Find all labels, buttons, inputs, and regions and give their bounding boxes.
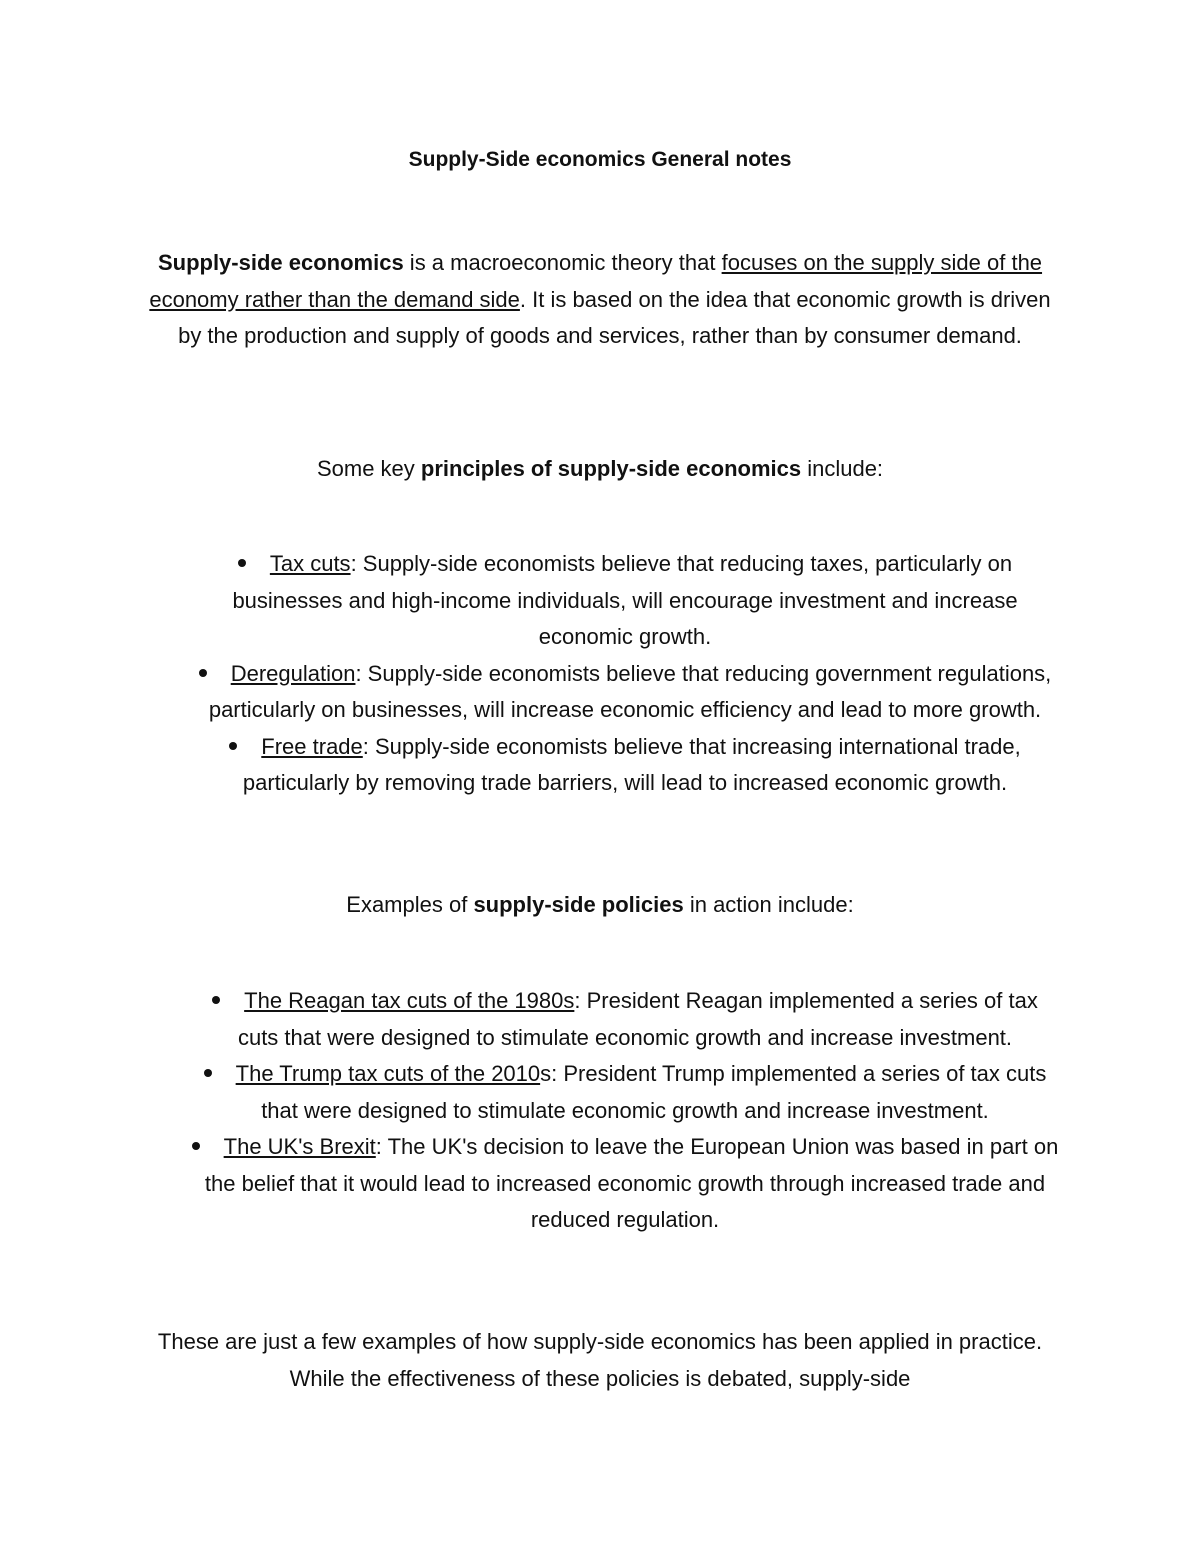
principle-text: : Supply-side economists believe that increasing international trade, particularly by removing trade barriers, will lead to increased economic growth.: [242, 733, 1021, 795]
example-text: : The UK's decision to leave the European Union was based in part on the belief that it would lead to increased economic growth through increased trade and reduced regulation.: [204, 1134, 1059, 1232]
principle-text: : Supply-side economists believe that reducing government regulations, particularly on businesses, will increase economic efficiency and lead to more growth.: [208, 660, 1052, 722]
examples-list: [150, 983, 1080, 1239]
example-term: The Trump tax cuts of the 2010: [235, 1061, 541, 1086]
examples-intro-bold: supply-side policies: [473, 892, 684, 917]
example-term: The Reagan tax cuts of the 1980s: [244, 988, 575, 1013]
principle-term: Free trade: [261, 733, 363, 759]
principles-intro-paragraph: [140, 451, 1060, 488]
principles-intro-text-2: include:: [801, 456, 884, 481]
list-item: [150, 1056, 1080, 1129]
bullet-icon: [204, 1069, 212, 1077]
list-item: [150, 546, 1080, 656]
intro-paragraph: [140, 245, 1060, 355]
intro-underlined-text: focuses on the supply side of the economy rather than the demand side: [149, 250, 1043, 312]
document-title: Supply-Side economics General notes: [408, 148, 792, 171]
principle-term: Tax cuts: [269, 551, 351, 576]
principle-text: : Supply-side economists believe that reducing taxes, particularly on businesses and high-income individuals, will encourage investment and increase economic growth.: [232, 551, 1018, 649]
example-text: s: President Trump implemented a series of tax cuts that were designed to stimulate economic growth and increase investment.: [261, 1061, 1047, 1123]
intro-bold-term: Supply-side economics: [157, 250, 404, 275]
principles-intro-text-1: Some key: [316, 456, 421, 481]
principles-list: [150, 546, 1080, 802]
bullet-icon: [238, 559, 246, 567]
example-text: : President Reagan implemented a series of tax cuts that were designed to stimulate economic growth and increase investment.: [237, 988, 1038, 1050]
bullet-icon: [199, 669, 207, 677]
principle-term: Deregulation: [230, 660, 356, 686]
examples-intro-text-2: in action include:: [683, 892, 854, 917]
bullet-icon: [192, 1142, 200, 1150]
list-item: [150, 656, 1080, 729]
list-item: [150, 1129, 1080, 1239]
example-term: The UK's Brexit: [223, 1134, 376, 1159]
principles-intro-bold: principles of supply-side economics: [420, 456, 802, 481]
bullet-icon: [229, 742, 237, 750]
intro-text-2: . It is based on the idea that economic growth is driven by the production and supply of goods and services, rather than by consumer demand.: [178, 286, 1051, 348]
closing-paragraph: These are just a few examples of how supply-side economics has been applied in practice. While the effectiveness of these policies is debated, supply-side: [157, 1329, 1043, 1391]
list-item: [150, 983, 1080, 1056]
bullet-icon: [212, 996, 220, 1004]
intro-text-1: is a macroeconomic theory that: [403, 250, 722, 275]
examples-intro-paragraph: [140, 887, 1060, 924]
examples-intro-text-1: Examples of: [346, 892, 474, 917]
list-item: [150, 729, 1080, 802]
